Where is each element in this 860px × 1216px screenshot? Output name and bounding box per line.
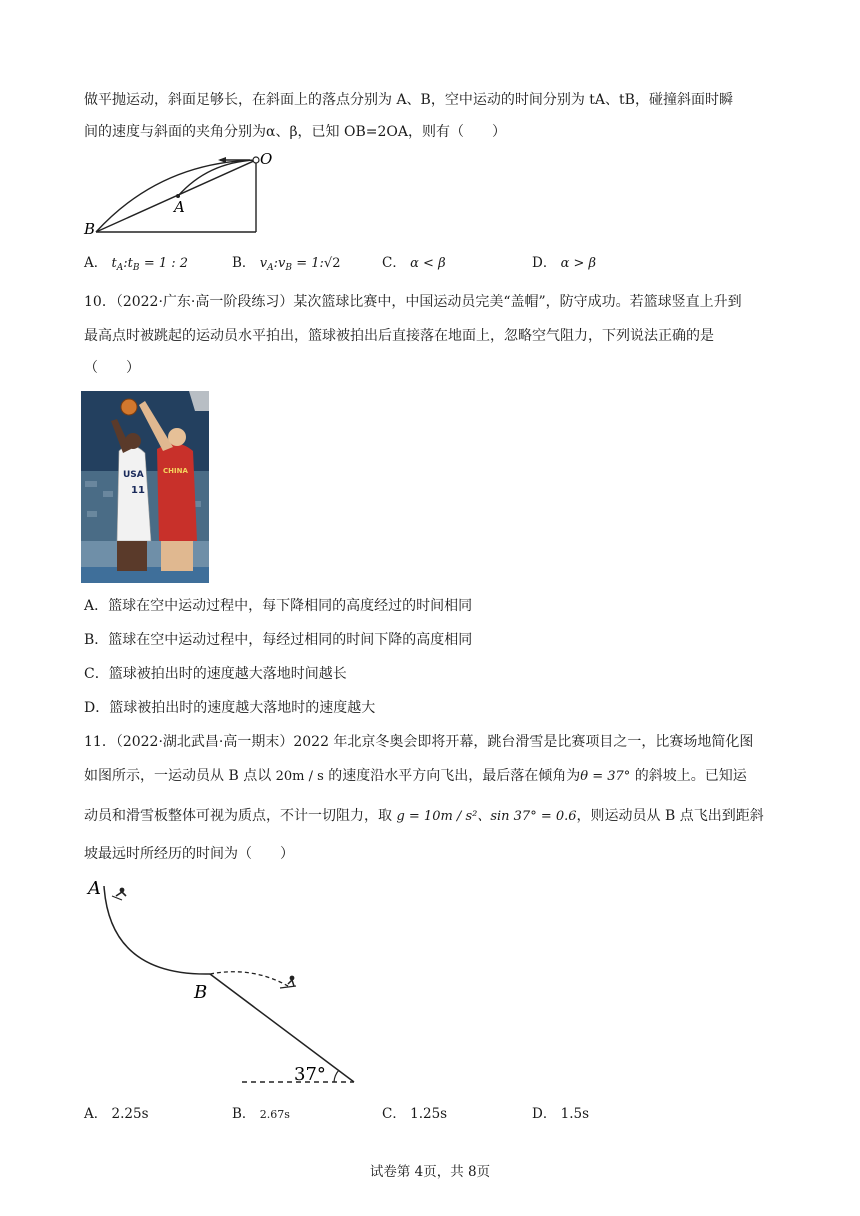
q9-option-b-sqrt: √2 xyxy=(323,256,341,271)
q9-option-a-letter: A． xyxy=(84,255,108,271)
q9-text-line2: 间的速度与斜面的夹角分别为α、β，已知 OB=2OA，则有（ ） xyxy=(84,124,506,140)
q10-option-c[interactable]: C．篮球被拍出时的速度越大落地时间越长 xyxy=(84,666,347,682)
q9-label-o: O xyxy=(260,150,273,168)
q10-text-line1: 10．（2022·广东·高一阶段练习）某次篮球比赛中，中国运动员完美“盖帽”，防守成功。若篮球竖直上升到 xyxy=(84,294,742,310)
q11-option-b[interactable]: B． 2.67s xyxy=(232,1106,290,1122)
q9-option-a-value: = 1 : 2 xyxy=(143,256,189,271)
q11-option-d[interactable]: D． 1.5s xyxy=(532,1106,590,1122)
q11-label-a: A xyxy=(88,878,101,899)
page-footer: 试卷第 4页，共 8页 xyxy=(369,1164,491,1180)
q9-incline-figure xyxy=(80,148,273,240)
jersey-usa-text: USA xyxy=(123,470,144,480)
q9-option-a-t: t xyxy=(111,256,117,271)
q11-angle-arc xyxy=(334,1070,339,1082)
q11-text-line2: 如图所示，一运动员从 B 点以 20m / s 的速度沿水平方向飞出，最后落在倾角为θ = 37° 的斜坡上。已知运 xyxy=(84,768,747,784)
q11-text-line4: 坡最远时所经历的时间为（ ） xyxy=(84,846,294,862)
q11-text-line3: 动员和滑雪板整体可视为质点，不计一切阻力，取 g = 10m / s²、sin 37° = 0.6，则运动员从 B 点飞出到距斜 xyxy=(84,808,764,824)
q11-option-c[interactable]: C． 1.25s xyxy=(382,1106,448,1122)
q10-text-line2: 最高点时被跳起的运动员水平拍出，篮球被拍出后直接落在地面上，忽略空气阻力，下列说法正确的是 xyxy=(84,328,714,344)
jersey-china-text: CHINA xyxy=(163,467,188,475)
q11-text-line1: 11．（2022·湖北武昌·高一期末）2022 年北京冬奥会即将开幕，跳台滑雪是比赛项目之一，比赛场地简化图 xyxy=(84,734,754,750)
q9-option-b[interactable]: B． $v_A:v_B$ = 1:√2 xyxy=(232,255,341,273)
basketball-photo-illustration xyxy=(81,391,209,583)
skier-top-icon xyxy=(112,888,126,900)
q11-option-b-value: 2.67s xyxy=(259,1108,290,1121)
q9-point-o xyxy=(253,157,259,163)
q10-text-line3: （ ） xyxy=(84,360,140,376)
q9-label-a: A xyxy=(174,198,185,216)
jersey-number-text: 11 xyxy=(131,485,145,496)
basketball-icon xyxy=(121,399,137,415)
q9-option-c[interactable]: C． α < β xyxy=(382,255,446,271)
q9-text-line1: 做平抛运动，斜面足够长，在斜面上的落点分别为 A、B，空中运动的时间分别为 tA、tB，碰撞斜面时瞬 xyxy=(84,92,733,108)
q9-option-b-letter: B． xyxy=(232,255,256,271)
q11-option-a[interactable]: A． 2.25s xyxy=(84,1106,149,1122)
q9-option-d[interactable]: D． α > β xyxy=(532,255,597,271)
skier-flight-icon xyxy=(280,976,296,988)
q10-option-d[interactable]: D．篮球被拍出时的速度越大落地时的速度越大 xyxy=(84,700,376,716)
q9-label-b: B xyxy=(84,220,96,238)
q11-label-angle: 37° xyxy=(294,1064,326,1085)
q11-label-b: B xyxy=(194,982,208,1003)
q10-option-a[interactable]: A．篮球在空中运动过程中，每下降相同的高度经过的时间相同 xyxy=(84,598,473,614)
q11-ski-jump-figure xyxy=(82,876,372,1092)
q9-arrowhead-icon xyxy=(218,157,226,163)
basketball-block-photo xyxy=(81,391,209,583)
q11-trajectory-dashed xyxy=(210,972,288,986)
q11-slope-line xyxy=(210,974,354,1082)
q9-option-a[interactable]: A． $t_A:t_B = 1$ : 2 xyxy=(84,255,189,273)
q10-option-b[interactable]: B．篮球在空中运动过程中，每经过相同的时间下降的高度相同 xyxy=(84,632,473,648)
